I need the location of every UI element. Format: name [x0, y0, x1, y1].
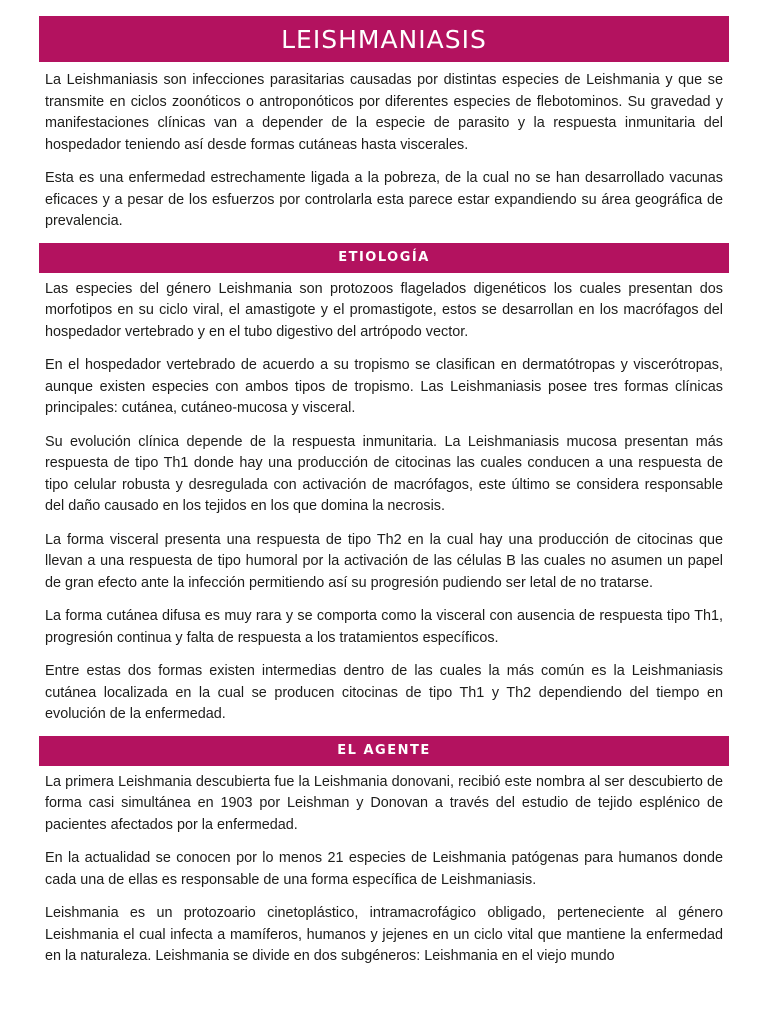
- intro-paragraph: La Leishmaniasis son infecciones parasitarias causadas por distintas especies de Leishmania y que se transmite en ciclos zoonóticos o antroponóticos por diferentes especies de flebotominos. Su gravedad y manifestaciones clínicas van a depender de la especie de parasito y la respuesta inmunitaria del hospedador teniendo así desde formas cutáneas hasta viscerales.: [45, 72, 723, 153]
- section-heading-etiologia: ETIOLOGÍA: [338, 250, 430, 265]
- body-paragraph: Entre estas dos formas existen intermedias dentro de las cuales la más común es la Leishmaniasis cutánea localizada en la cual se producen citocinas de tipo Th1 y Th2 dependiendo del tiempo en evolución de la enfermedad.: [45, 663, 723, 722]
- page-title: LEISHMANIASIS: [281, 24, 487, 54]
- document-page: [39, 16, 729, 968]
- intro-section: [39, 70, 729, 233]
- title-banner: [39, 16, 729, 62]
- body-paragraph: Su evolución clínica depende de la respuesta inmunitaria. La Leishmaniasis mucosa presentan más respuesta de tipo Th1 donde hay una producción de citocinas las cuales conducen a una respuesta de tipo celular robusta y desregulada con activación de macrófagos, este último se considera responsable del daño causado en los tejidos en los que domina la necrosis.: [45, 433, 723, 514]
- body-paragraph: La forma cutánea difusa es muy rara y se comporta como la visceral con ausencia de respuesta tipo Th1, progresión continua y falta de respuesta a los tratamientos específicos.: [45, 608, 723, 646]
- section-heading-bar-etiologia: [39, 243, 729, 273]
- body-paragraph: En el hospedador vertebrado de acuerdo a su tropismo se clasifican en dermatótropas y viscerótropas, aunque existen especies con ambos tipos de tropismo. Las Leishmaniasis posee tres formas clínicas principales: cutánea, cutáneo-mucosa y visceral.: [45, 357, 723, 416]
- section-heading-el-agente: EL AGENTE: [337, 743, 431, 758]
- body-paragraph: En la actualidad se conocen por lo menos 21 especies de Leishmania patógenas para humanos donde cada una de ellas es responsable de una forma específica de Leishmaniasis.: [45, 850, 723, 888]
- section-el-agente: [39, 772, 729, 968]
- body-paragraph: Las especies del género Leishmania son protozoos flagelados digenéticos los cuales presentan dos morfotipos en su ciclo viral, el amastigote y el promastigote, estos se desarrollan en los macrófagos del hospedador vertebrado y en el tubo digestivo del artrópodo vector.: [45, 280, 723, 340]
- section-etiologia: [39, 279, 729, 726]
- body-paragraph: Leishmania es un protozoario cinetoplástico, intramacrofágico obligado, perteneciente al género Leishmania el cual infecta a mamíferos, humanos y jejenes en un ciclo vital que mantiene la enfermedad en la naturaleza. Leishmania se divide en dos subgéneros: Leishmania en el viejo mundo: [45, 905, 723, 964]
- intro-paragraph: Esta es una enfermedad estrechamente ligada a la pobreza, de la cual no se han desarrollado vacunas eficaces y a pesar de los esfuerzos por controlarla esta parece estar expandiendo su área geográfica de prevalencia.: [45, 170, 723, 229]
- body-paragraph: La forma visceral presenta una respuesta de tipo Th2 en la cual hay una producción de citocinas que llevan a una respuesta de tipo humoral por la activación de las células B las cuales no asumen un papel de gran efecto ante la infección permitiendo así su progresión pudiendo ser letal de no tratarse.: [45, 531, 723, 591]
- section-heading-bar-el-agente: [39, 736, 729, 766]
- body-paragraph: La primera Leishmania descubierta fue la Leishmania donovani, recibió este nombra al ser descubierto de forma casi simultánea en 1903 por Leishman y Donovan a través del estudio de tejido esplénico de pacientes afectados por la enfermedad.: [45, 773, 723, 833]
